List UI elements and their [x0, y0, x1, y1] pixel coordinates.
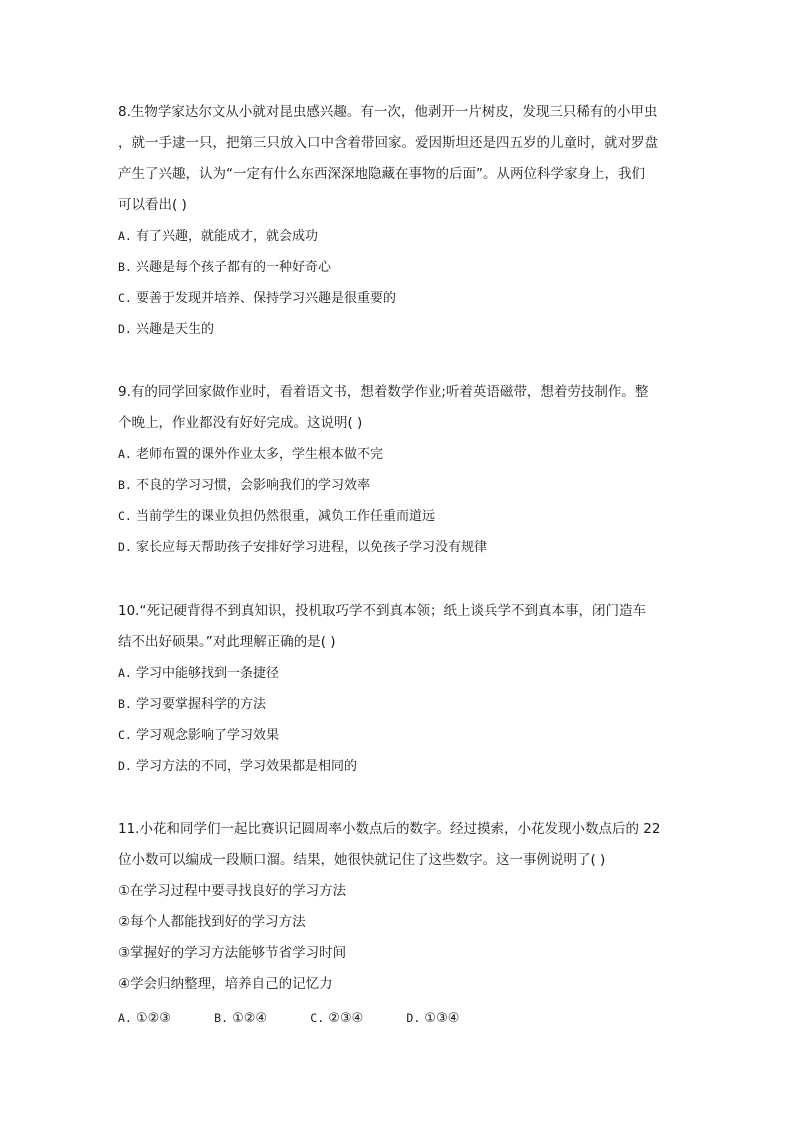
option-text: 学习观念影响了学习效果 [136, 728, 280, 743]
q11-stem-line-2: 位小数可以编成一段顺口溜。结果，她很快就记住了这些数字。这一事例说明了( ) [118, 852, 606, 868]
option-text: 兴趣是天生的 [136, 322, 215, 337]
option-letter: D. [118, 540, 132, 554]
option-letter: A. [118, 447, 132, 461]
choice-text: ②③④ [328, 1011, 364, 1026]
option-text: 学习要掌握科学的方法 [136, 697, 267, 712]
option-text: 学习中能够找到一条捷径 [136, 666, 280, 681]
q8-stem-line-1: 8.生物学家达尔文从小就对昆虫感兴趣。有一次，他剥开一片树皮，发现三只稀有的小甲虫 [118, 104, 658, 120]
q10-option-b [118, 694, 266, 715]
option-letter: B. [118, 478, 132, 492]
q9-stem-line-1: 9.有的同学回家做作业时，看着语文书，想着数学作业;听着英语磁带，想着劳技制作。整 [118, 384, 649, 400]
q8-option-a [118, 226, 318, 247]
option-letter: C. [118, 509, 132, 523]
option-letter: D. [118, 759, 132, 773]
option-letter: B. [118, 260, 132, 274]
q8-option-d [118, 319, 214, 340]
q11-choices [118, 1008, 459, 1029]
q9-option-b [118, 475, 370, 496]
option-text: 老师布置的课外作业太多，学生根本做不完 [136, 447, 384, 462]
q11-statement-2: ②每个人都能找到好的学习方法 [118, 914, 306, 930]
q10-stem-line-1: 10.“死记硬背得不到真知识，投机取巧学不到真本领；纸上谈兵学不到真本事，闭门造车 [118, 603, 646, 619]
q11-statement-4: ④学会归纳整理，培养自己的记忆力 [118, 976, 333, 992]
choice-letter: A. [118, 1011, 132, 1025]
option-text: 家长应每天帮助孩子安排好学习进程，以免孩子学习没有规律 [136, 540, 488, 555]
option-text: 学习方法的不同，学习效果都是相同的 [136, 759, 358, 774]
q10-stem-line-2: 结不出好硕果。”对此理解正确的是( ) [118, 634, 336, 650]
option-text: 有了兴趣，就能成才，就会成功 [136, 229, 319, 244]
option-letter: D. [118, 322, 132, 336]
option-text: 要善于发现并培养、保持学习兴趣是很重要的 [136, 291, 397, 306]
q11-choice-b [214, 1008, 306, 1029]
q9-option-c [118, 506, 435, 527]
option-letter: A. [118, 229, 132, 243]
q11-choice-d [406, 1008, 459, 1029]
q11-choice-c [310, 1008, 402, 1029]
choice-letter: C. [310, 1011, 325, 1025]
q8-stem-line-4: 可以看出( ) [118, 197, 187, 213]
q8-stem-line-2: ，就一手逮一只，把第三只放入口中含着带回家。爱因斯坦还是四五岁的儿童时，就对罗盘 [118, 135, 658, 151]
q11-statement-1: ①在学习过程中要寻找良好的学习方法 [118, 883, 347, 899]
choice-text: ①③④ [424, 1011, 460, 1026]
option-letter: C. [118, 291, 132, 305]
q11-choice-a [118, 1008, 210, 1029]
q9-option-a [118, 444, 383, 465]
q9-option-d [118, 537, 487, 558]
q11-stem-line-1: 11.小花和同学们一起比赛识记圆周率小数点后的数字。经过摸索，小花发现小数点后的 22 [118, 821, 661, 837]
option-text: 不良的学习习惯，会影响我们的学习效率 [136, 478, 371, 493]
q11-statement-3: ③掌握好的学习方法能够节省学习时间 [118, 945, 347, 961]
q10-option-d [118, 756, 357, 777]
q8-stem-line-3: 产生了兴趣，认为“一定有什么东西深深地隐藏在事物的后面”。从两位科学家身上，我们 [118, 166, 645, 182]
option-letter: C. [118, 728, 132, 742]
q10-option-a [118, 663, 279, 684]
choice-text: ①②④ [232, 1011, 268, 1026]
option-letter: B. [118, 697, 132, 711]
option-letter: A. [118, 666, 132, 680]
q9-stem-line-2: 个晚上，作业都没有好好完成。这说明( ) [118, 415, 363, 431]
choice-letter: D. [406, 1011, 421, 1025]
q8-option-b [118, 257, 331, 278]
q10-option-c [118, 725, 279, 746]
choice-text: ①②③ [136, 1011, 171, 1026]
option-text: 当前学生的课业负担仍然很重，减负工作任重而道远 [136, 509, 436, 524]
q8-option-c [118, 288, 396, 309]
option-text: 兴趣是每个孩子都有的一种好奇心 [136, 260, 332, 275]
choice-letter: B. [214, 1011, 228, 1025]
